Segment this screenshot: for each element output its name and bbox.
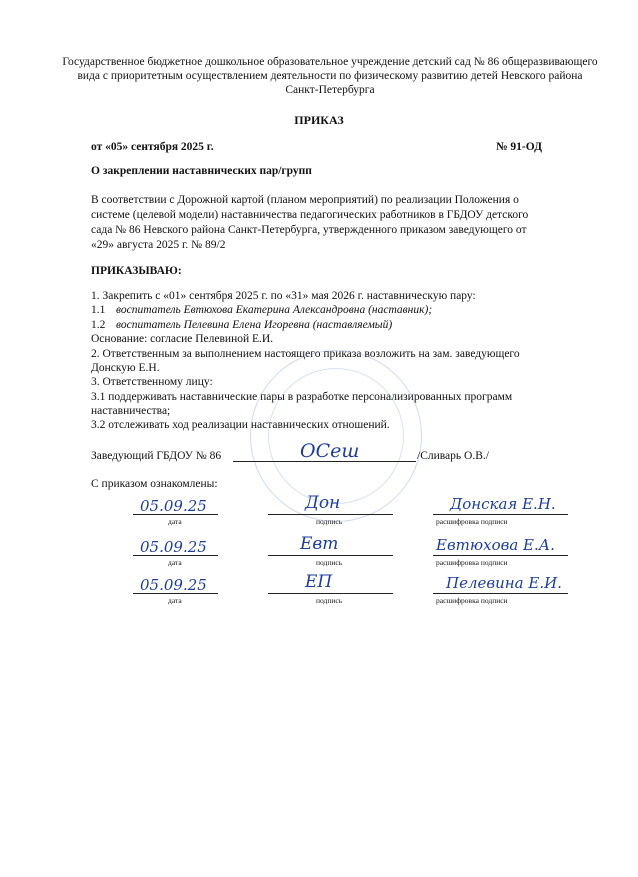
item-3: 3. Ответственному лицу: [91,376,213,388]
sign-date: 05.09.25 [140,497,207,515]
date-caption: дата [168,517,182,526]
date-line [133,514,218,515]
item-2: 2. Ответственным за выполнением настоящего приказа возложить на зам. заведующего [91,348,520,360]
decoded-name: Евтюхова Е.А. [436,536,555,554]
signature-line [268,514,393,515]
decoded-name: Пелевина Е.И. [446,574,562,592]
date-caption: дата [168,596,182,605]
date-caption: дата [168,558,182,567]
item-1-1: воспитатель Евтюхова Екатерина Александровна (наставник); [116,304,433,316]
item-3-2: 3.2 отслеживать ход реализации наставнических отношений. [91,419,390,431]
signature-line [268,555,393,556]
decode-line [433,555,568,556]
date-line [133,555,218,556]
item-2-cont: Донскую Е.Н. [91,362,160,374]
decode-line [433,514,568,515]
signature-mark: ЕП [305,572,333,592]
date-line [133,593,218,594]
director-signature: ОСеш [300,440,360,462]
item-1-2: воспитатель Пелевина Елена Игоревна (наставляемый) [116,319,393,331]
decode-caption: расшифровка подписи [436,558,508,567]
order-number: № 91-ОД [496,141,543,153]
director-label: Заведующий ГБДОУ № 86 [91,450,222,462]
decoded-name: Донская Е.Н. [450,495,556,513]
basis-line: Основание: согласие Пелевиной Е.И. [91,333,274,345]
item-3-1: 3.1 поддерживать наставнические пары в разработке персонализированных программ [91,391,513,403]
institution-header: Государственное бюджетное дошкольное образовательное учреждение детский сад № 86 общеразвивающего вида с приоритетным осуществлением деятельности по физическому развитию детей Невского района Санкт-Петербурга [62,56,598,96]
signature-mark: Евт [300,534,339,554]
order-subject: О закреплении наставнических пар/групп [91,165,312,177]
preamble-line: В соответствии с Дорожной картой (планом мероприятий) по реализации Положения о [91,194,519,206]
signature-caption: подпись [316,558,343,567]
signature-mark: Дон [305,493,341,513]
decode-caption: расшифровка подписи [436,517,508,526]
order-title: ПРИКАЗ [294,113,344,127]
decode-line [433,593,568,594]
order-date: от «05» сентября 2025 г. [91,141,214,153]
director-name: /Сливарь О.В./ [417,450,489,462]
decode-caption: расшифровка подписи [436,596,508,605]
sign-date: 05.09.25 [140,576,207,594]
seal-stamp-inner [268,368,404,504]
item-1: 1. Закрепить с «01» сентября 2025 г. по «31» мая 2026 г. наставническую пару: [91,290,476,302]
signature-line [268,593,393,594]
preamble-line: системе (целевой модели) наставничества педагогических работников в ГБДОУ детского [91,209,529,221]
acquainted-label: С приказом ознакомлены: [91,478,218,490]
sign-date: 05.09.25 [140,538,207,556]
item-1-1-number: 1.1 [91,304,106,316]
preamble-line: сада № 86 Невского района Санкт-Петербурга, утвержденного приказом заведующего от [91,224,527,236]
signature-caption: подпись [316,596,343,605]
signature-caption: подпись [316,517,343,526]
item-1-2-number: 1.2 [91,319,106,331]
preamble-line: «29» августа 2025 г. № 89/2 [91,239,226,251]
orders-heading: ПРИКАЗЫВАЮ: [91,265,182,277]
item-3-1-cont: наставничества; [91,405,171,417]
